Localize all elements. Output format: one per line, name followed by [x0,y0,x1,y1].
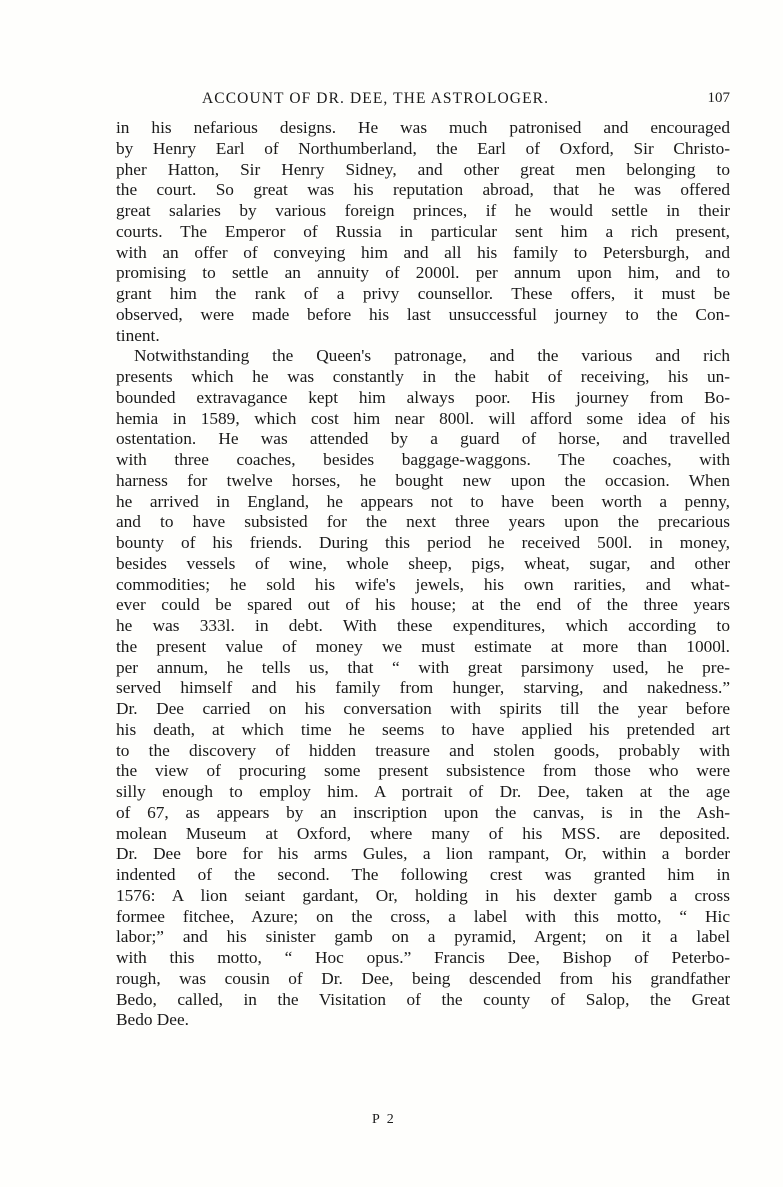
text-line: observed, were made before his last unsuccessful journey to the Con- [116,304,730,324]
text-line: bounty of his friends. During this period he received 500l. in money, [116,533,730,552]
text-line: with three coaches, besides baggage-waggons. The coaches, with [116,450,730,469]
body-text [116,118,730,1031]
text-line: labor;” and his sinister gamb on a pyramid, Argent; on it a label [116,927,730,947]
page-number: 107 [707,90,730,106]
text-line: the present value of money we must estimate at more than 1000l. [116,636,730,656]
text-line: Bedo, called, in the Visitation of the county of Salop, the Great [116,989,730,1009]
text-line: he arrived in England, he appears not to have been worth a penny, [116,491,730,511]
paragraph-start-line: Notwithstanding the Queen's patronage, and the various and rich [134,346,730,366]
text-line: Bedo Dee. [116,1010,189,1030]
text-line: promising to settle an annuity of 2000l. per annum upon him, and to [116,263,730,283]
text-line: grant him the rank of a privy counsellor. These offers, it must be [116,284,730,303]
text-line: molean Museum at Oxford, where many of his MSS. are deposited. [116,823,730,843]
text-line: with an offer of conveying him and all his family to Petersburgh, and [116,242,730,262]
text-line: ostentation. He was attended by a guard of horse, and travelled [116,429,730,449]
text-line: silly enough to employ him. A portrait of Dr. Dee, taken at the age [116,782,730,801]
text-line: commodities; he sold his wife's jewels, his own rarities, and what- [116,574,730,594]
running-title: ACCOUNT OF DR. DEE, THE ASTROLOGER. [202,90,550,107]
text-line: per annum, he tells us, that “ with great parsimony used, he pre- [116,657,730,677]
signature-mark: P 2 [372,1112,396,1127]
text-line: the court. So great was his reputation abroad, that he was offered [116,180,730,200]
text-line: of 67, as appears by an inscription upon the canvas, is in the Ash- [116,802,730,822]
text-line: he was 333l. in debt. With these expenditures, which according to [116,616,730,635]
text-line: indented of the second. The following crest was granted him in [116,865,730,884]
text-line: Dr. Dee carried on his conversation with spirits till the year before [116,699,730,718]
text-line: pher Hatton, Sir Henry Sidney, and other great men belonging to [116,159,730,179]
text-line: presents which he was constantly in the habit of receiving, his un- [116,367,730,386]
text-line: and to have subsisted for the next three years upon the precarious [116,512,730,532]
text-line: tinent. [116,325,160,345]
text-line: formee fitchee, Azure; on the cross, a label with this motto, “ Hic [116,906,730,926]
text-line: Dr. Dee bore for his arms Gules, a lion rampant, Or, within a border [116,844,730,864]
text-line: courts. The Emperor of Russia in particular sent him a rich present, [116,221,730,241]
text-line: with this motto, “ Hoc opus.” Francis Dee, Bishop of Peterbo- [116,948,730,967]
running-head [118,90,730,114]
text-line: besides vessels of wine, whole sheep, pigs, wheat, sugar, and other [116,553,730,573]
text-line: ever could be spared out of his house; at the end of the three years [116,595,730,615]
text-line: in his nefarious designs. He was much patronised and encouraged [116,118,730,137]
text-line: to the discovery of hidden treasure and stolen goods, probably with [116,740,730,760]
text-line: the view of procuring some present subsistence from those who were [116,761,730,781]
text-line: served himself and his family from hunger, starving, and nakedness.” [116,678,730,698]
text-line: by Henry Earl of Northumberland, the Earl of Oxford, Sir Christo- [116,138,730,158]
text-line: great salaries by various foreign princes, if he would settle in their [116,201,730,220]
text-line: hemia in 1589, which cost him near 800l. will afford some idea of his [116,408,730,428]
text-line: bounded extravagance kept him always poor. His journey from Bo- [116,387,730,407]
text-line: harness for twelve horses, he bought new upon the occasion. When [116,470,730,490]
text-line: rough, was cousin of Dr. Dee, being descended from his grandfather [116,968,730,988]
text-line: 1576: A lion seiant gardant, Or, holding in his dexter gamb a cross [116,885,730,905]
text-line: his death, at which time he seems to have applied his pretended art [116,719,730,739]
